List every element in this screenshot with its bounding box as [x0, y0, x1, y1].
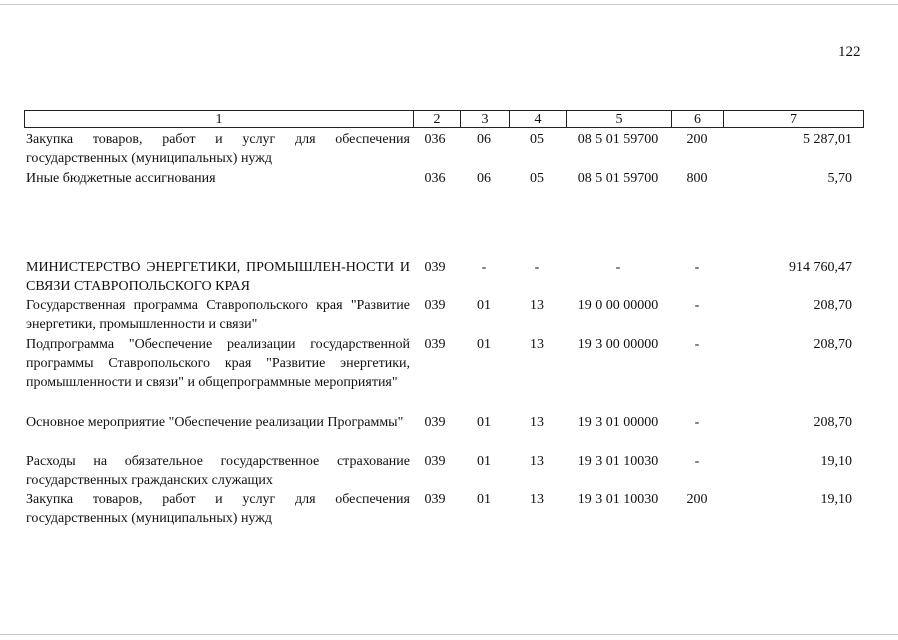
row-description: Подпрограмма "Обеспечение реализации государственной программы Ставропольского края "Развитие энергетики, промышленности и связи" и общепрограммные мероприятия": [26, 337, 410, 390]
row-ministry-code: 039: [424, 415, 446, 430]
row-amount: 914 760,47: [789, 260, 852, 275]
row-section: 06: [477, 132, 491, 147]
row-amount: 5,70: [827, 171, 852, 186]
row-expense-type: 200: [686, 132, 708, 147]
page-number: 122: [838, 44, 861, 60]
row-ministry-code: 039: [424, 260, 446, 275]
row-ministry-code: 036: [424, 171, 446, 186]
row-ministry-code: 039: [424, 337, 446, 352]
header-col-5: 5: [567, 111, 672, 128]
row-ministry-code: 036: [424, 132, 446, 147]
row-expense-type: 800: [686, 171, 708, 186]
row-section: 01: [477, 492, 491, 507]
column-number-header: [24, 110, 864, 128]
row-target-code: 19 3 01 10030: [577, 492, 659, 507]
row-amount: 19,10: [820, 492, 852, 507]
row-expense-type: -: [694, 454, 700, 469]
row-target-code: 19 3 00 00000: [577, 337, 659, 352]
row-target-code: -: [615, 260, 621, 275]
row-amount: 208,70: [813, 337, 852, 352]
row-expense-type: -: [694, 298, 700, 313]
header-col-3: 3: [461, 111, 510, 128]
row-section: 06: [477, 171, 491, 186]
row-subsection: 13: [530, 454, 544, 469]
row-section: 01: [477, 415, 491, 430]
header-col-7: 7: [724, 111, 864, 128]
row-amount: 5 287,01: [803, 132, 852, 147]
row-subsection: 05: [530, 132, 544, 147]
row-subsection: 13: [530, 492, 544, 507]
row-description: Основное мероприятие "Обеспечение реализации Программы": [26, 415, 404, 430]
row-expense-type: -: [694, 415, 700, 430]
row-expense-type: -: [694, 260, 700, 275]
row-target-code: 19 3 01 00000: [577, 415, 659, 430]
row-description: Иные бюджетные ассигнования: [26, 171, 216, 186]
row-target-code: 19 0 00 00000: [577, 298, 659, 313]
scan-edge-bottom: [0, 634, 898, 635]
row-subsection: -: [534, 260, 540, 275]
row-section: 01: [477, 454, 491, 469]
row-expense-type: 200: [686, 492, 708, 507]
row-target-code: 08 5 01 59700: [577, 171, 659, 186]
row-subsection: 13: [530, 298, 544, 313]
row-description: Государственная программа Ставропольского края "Развитие энергетики, промышленности и связи": [26, 298, 410, 332]
row-section: 01: [477, 337, 491, 352]
header-col-1: 1: [25, 111, 414, 128]
row-amount: 208,70: [813, 298, 852, 313]
header-col-4: 4: [510, 111, 567, 128]
row-expense-type: -: [694, 337, 700, 352]
header-col-2: 2: [414, 111, 461, 128]
row-amount: 208,70: [813, 415, 852, 430]
row-ministry-code: 039: [424, 454, 446, 469]
row-subsection: 13: [530, 415, 544, 430]
row-description: Закупка товаров, работ и услуг для обеспечения государственных (муниципальных) нужд: [26, 492, 410, 526]
row-ministry-code: 039: [424, 298, 446, 313]
row-section: 01: [477, 298, 491, 313]
row-ministry-code: 039: [424, 492, 446, 507]
scan-edge-top: [0, 4, 898, 5]
row-description: Расходы на обязательное государственное страхование государственных гражданских служащих: [26, 454, 410, 488]
row-subsection: 13: [530, 337, 544, 352]
row-description: Закупка товаров, работ и услуг для обеспечения государственных (муниципальных) нужд: [26, 132, 410, 166]
header-col-6: 6: [672, 111, 724, 128]
row-target-code: 08 5 01 59700: [577, 132, 659, 147]
row-section: -: [481, 260, 487, 275]
row-target-code: 19 3 01 10030: [577, 454, 659, 469]
row-subsection: 05: [530, 171, 544, 186]
row-description: МИНИСТЕРСТВО ЭНЕРГЕТИКИ, ПРОМЫШЛЕН-НОСТИ И СВЯЗИ СТАВРОПОЛЬСКОГО КРАЯ: [26, 260, 410, 294]
row-amount: 19,10: [820, 454, 852, 469]
